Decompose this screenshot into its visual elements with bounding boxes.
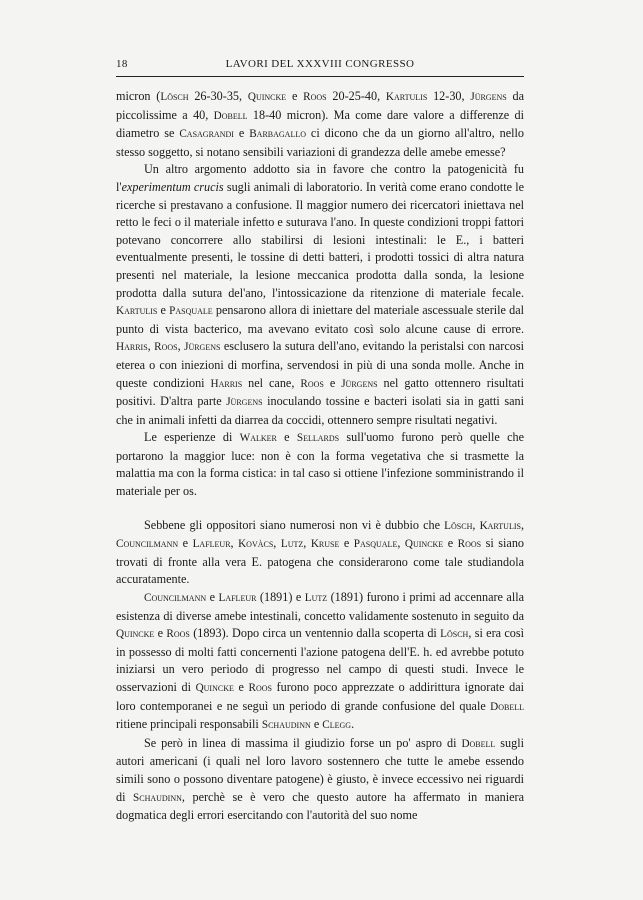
text-run: 12-30, bbox=[427, 89, 471, 103]
author-name: Quincke bbox=[404, 538, 444, 551]
author-name: Schaudinn bbox=[261, 719, 311, 732]
author-name: Sellards bbox=[296, 432, 340, 445]
text-run: e bbox=[178, 536, 193, 551]
text-run: nel gatto ottennero risultati positivi. D'altra parte bbox=[116, 375, 524, 409]
author-name: Roos bbox=[166, 628, 190, 641]
text-run: , si era così in possesso di molti fatti concernenti l'azione patogena dell'E. h. ed avrebbe potuto iniziarsi un vero periodo di progresso nel campo di questi studi. Invece le osservazioni di bbox=[116, 626, 525, 694]
author-name: Lafleur bbox=[218, 592, 257, 605]
author-name: Pasquale bbox=[353, 538, 398, 551]
author-name: Jürgens bbox=[226, 396, 263, 409]
text-run: sull'uomo furono però quelle che portarono la maggior luce: non è con la forma vegetativa che si trasmette la malattia ma con la forma cistica: in tal caso si ottiene l'infezione somministrando il materiale per os. bbox=[116, 430, 524, 499]
author-name: Councilmann bbox=[116, 538, 179, 551]
author-name: Jürgens bbox=[470, 91, 507, 103]
text-run: . bbox=[351, 717, 355, 732]
author-name: Dobell bbox=[461, 737, 496, 750]
text-run: e bbox=[310, 717, 323, 732]
text-run: 26-30-35, bbox=[188, 89, 248, 103]
author-name: Dobell bbox=[213, 109, 248, 122]
paragraph bbox=[116, 429, 524, 500]
author-name: Barbagallo bbox=[249, 128, 306, 141]
author-name: Kruse bbox=[310, 538, 340, 551]
text-run: furono poco apprezzate o addirittura ignorate dai loro contemporanei e ne seguì un periodo di grande confusione del quale bbox=[116, 680, 524, 713]
author-name: Jürgens bbox=[184, 341, 221, 354]
text-run: , bbox=[397, 536, 405, 551]
text-run: , bbox=[520, 517, 524, 532]
text-run: e bbox=[233, 680, 249, 694]
author-name: Kartulis bbox=[479, 519, 521, 532]
text-run: inoculando tossine e bacteri isolati sia in gatti sani che in animali infetti da diarrea da coccidi, ottennero sempre risultati negativi. bbox=[116, 394, 524, 427]
author-name: Harris bbox=[116, 341, 148, 354]
author-name: Casagrandi bbox=[179, 128, 234, 141]
author-name: Quincke bbox=[116, 628, 155, 641]
text-run: e bbox=[339, 536, 354, 551]
text-run: e bbox=[157, 303, 170, 318]
author-name: Roos bbox=[248, 682, 272, 694]
text-run: Un altro argomento addotto sia in favore che contro la patogenicità fu l' bbox=[116, 162, 524, 194]
text-run: , bbox=[147, 339, 155, 354]
author-name: Harris bbox=[210, 377, 243, 390]
page-body bbox=[116, 88, 524, 825]
author-name: Lösch bbox=[160, 91, 189, 103]
text-run: e bbox=[276, 430, 297, 445]
text-run: , bbox=[177, 339, 185, 354]
author-name: Lösch bbox=[440, 628, 469, 641]
author-name: Quincke bbox=[195, 682, 234, 694]
page-number: 18 bbox=[116, 58, 128, 70]
paragraph bbox=[116, 161, 524, 429]
author-name: Lafleur bbox=[192, 538, 231, 551]
text-run: Sebbene gli oppositori siano numerosi non vi è dubbio che bbox=[144, 517, 445, 532]
author-name: Pasquale bbox=[169, 305, 213, 318]
paragraph bbox=[116, 88, 524, 161]
author-name: Quincke bbox=[247, 91, 287, 103]
text-run: 18-40 micron). Ma come dare valore a differenze di diametro se bbox=[116, 107, 524, 141]
author-name: Clegg bbox=[322, 719, 352, 732]
text-run: (1891) e bbox=[256, 590, 305, 605]
text-run: , bbox=[273, 536, 281, 551]
text-run: 20-25-40, bbox=[326, 89, 386, 103]
paragraph bbox=[116, 589, 524, 735]
text-run: ritiene principali responsabili bbox=[116, 717, 262, 732]
text-run: ci dicono che da un giorno all'altro, nello stesso soggetto, si notano sensibili variazioni di grandezza delle amebe emesse? bbox=[116, 126, 524, 159]
text-run: e bbox=[323, 375, 342, 390]
text-run: si siano trovati di fronte alla vera E. patogena che considerarono come tale studiandola accuratamente. bbox=[116, 536, 525, 587]
author-name: Kartulis bbox=[385, 91, 428, 103]
text-run: pensarono allora di iniettare del materiale ascessuale sterile dal punto di vista bacterico, ma avevano evitato così solo alcune cause di errore. bbox=[116, 303, 524, 336]
text-run: , perchè se è vero che questo autore ha affermato in maniera dogmatica degli errori esercitando con l'autorità del suo nome bbox=[116, 789, 525, 823]
text-run: Le esperienze di bbox=[144, 430, 240, 445]
text-run: e bbox=[443, 536, 458, 551]
text-run: (1891) furono i primi ad accennare alla esistenza di diverse amebe intestinali, concetto validamente sostenuto in seguito da bbox=[116, 590, 524, 623]
text-run: e bbox=[206, 590, 219, 605]
text-run: Se però in linea di massima il giudizio forse un po' aspro di bbox=[144, 735, 462, 750]
text-run: sugli animali di laboratorio. In verità come erano condotte le ricerche si prestavano a confusione. Il maggior numero dei ricercatori iniettava nel retto le feci o il materiale infetto e suturava l'ano. In queste condizioni troppi fattori potevano concorrere allo stabilirsi di lesioni intestinali: le E., i batteri eventualmente presenti, le tossine di detti batteri, i prodotti tossici di altra natura presenti nel materiale, la lesione meccanica prodotta dalla sonda, la lesione prodotta dalla sutura del'ano, l'intossicazione da ritenzione di materiale fecale. bbox=[116, 179, 524, 300]
text-run: , bbox=[230, 536, 239, 551]
text-run: e bbox=[154, 626, 167, 641]
text-run: , bbox=[472, 517, 480, 532]
text-run: nel cane, bbox=[242, 375, 301, 390]
author-name: Roos bbox=[154, 341, 178, 354]
author-name: Kartulis bbox=[116, 305, 158, 318]
author-name: Roos bbox=[303, 91, 327, 103]
author-name: Schaudinn bbox=[133, 791, 182, 804]
italic-term: experimentum crucis bbox=[121, 179, 224, 194]
text-run: micron ( bbox=[116, 89, 161, 103]
author-name: Lutz bbox=[280, 538, 304, 551]
text-run: sugli autori americani (i quali nel loro lavoro sostennero che tutte le amebe essendo simili sono o possono diventare patogene) è giusto, è invece eccessivo nei riguardi di bbox=[116, 735, 524, 804]
author-name: Dobell bbox=[490, 700, 524, 713]
author-name: Councilmann bbox=[144, 592, 207, 605]
author-name: Roos bbox=[300, 377, 324, 390]
text-run: esclusero la sutura dell'ano, evitando la peristalsi con narcosi eterea o con iniezioni di morfina, servendosi in più di una sonda molle. Anche in queste condizioni bbox=[116, 339, 524, 390]
author-name: Walker bbox=[239, 432, 277, 445]
author-name: Roos bbox=[457, 538, 482, 551]
text-run: e bbox=[286, 89, 304, 103]
text-run: e bbox=[233, 126, 250, 141]
author-name: Lutz bbox=[304, 592, 328, 605]
text-run: da piccolissime a 40, bbox=[116, 89, 524, 122]
text-run: , bbox=[303, 536, 311, 551]
text-run: (1893). Dopo circa un ventennio dalla scoperta di bbox=[189, 626, 441, 641]
author-name: Lösch bbox=[444, 519, 473, 532]
paragraph bbox=[116, 517, 524, 589]
paragraph bbox=[116, 735, 524, 825]
page-header bbox=[116, 58, 524, 77]
author-name: Kovàcs bbox=[238, 538, 274, 551]
running-title: LAVORI DEL XXXVIII CONGRESSO bbox=[225, 58, 415, 70]
author-name: Jürgens bbox=[341, 377, 378, 390]
